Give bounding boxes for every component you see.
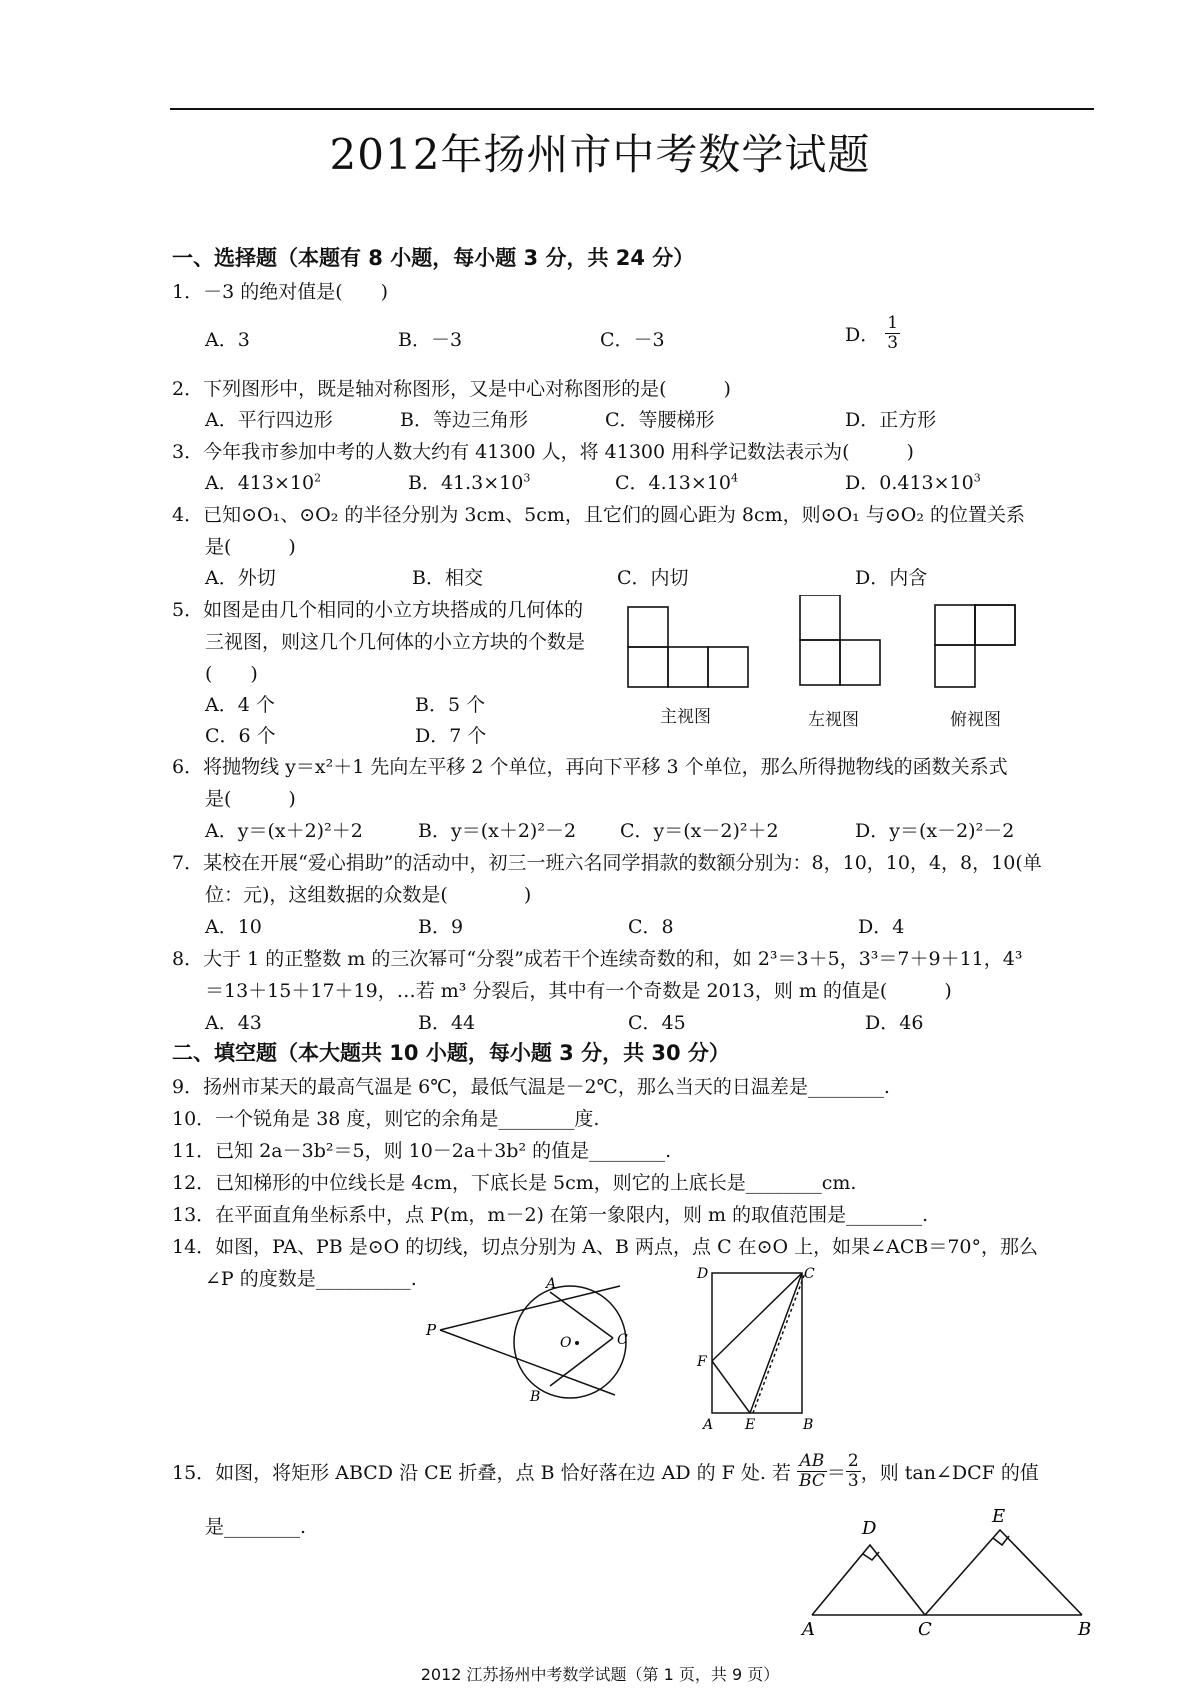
- q8-option-b: B．44: [418, 1012, 476, 1034]
- section-heading-fill: 二、填空题（本大题共 10 小题，每小题 3 分，共 30 分）: [172, 1041, 730, 1065]
- q5-option-b: B．5 个: [415, 694, 486, 716]
- center-point: [575, 1341, 579, 1345]
- left-view-cube: [800, 640, 840, 685]
- q1-option-d: D． $\frac{1}{3}$: [845, 313, 899, 353]
- q4-stem-cont: 是( ): [205, 536, 296, 558]
- label-e: E: [745, 1417, 756, 1430]
- page-title: 2012年扬州市中考数学试题: [329, 130, 871, 179]
- q4-stem: 4．已知⊙O₁、⊙O₂ 的半径分别为 3cm、5cm，且它们的圆心距为 8cm，则⊙O₁ 与⊙O₂ 的位置关系: [172, 504, 1025, 526]
- q7-option-a: A．10: [205, 916, 262, 938]
- segment-fe: [712, 1361, 750, 1413]
- page-footer: 2012 江苏扬州中考数学试题（第 1 页，共 9 页）: [420, 1665, 780, 1684]
- q4-option-c: C．内切: [617, 567, 689, 589]
- label-d: D: [697, 1266, 709, 1282]
- tangent-pb: [440, 1330, 615, 1395]
- top-view-extra: [1015, 605, 1065, 655]
- q6-stem-cont: 是( ): [205, 788, 296, 810]
- label-a: A: [546, 1276, 557, 1292]
- segment-dashed: [753, 1273, 805, 1413]
- q5-stem-cont: 三视图，则这几个几何体的小立方块的个数是: [205, 631, 586, 653]
- q6-option-a: A．y＝(x＋2)²＋2: [205, 820, 363, 842]
- q15-fraction-2-3: $\frac{2}{3}$: [847, 1451, 859, 1491]
- q2-option-b: B．等边三角形: [400, 409, 528, 431]
- q15-stem-cont: 是________.: [205, 1516, 307, 1538]
- q9-stem: 9．扬州市某天的最高气温是 6℃，最低气温是－2℃，那么当天的日温差是________.: [172, 1076, 890, 1098]
- segment-ce: [750, 1273, 802, 1413]
- q7-stem-cont: 位：元)，这组数据的众数是( ): [205, 884, 532, 906]
- front-view-cube: [628, 647, 668, 687]
- chord-ac: [550, 1292, 613, 1338]
- top-rule: [170, 108, 1094, 110]
- label-f: F: [697, 1354, 707, 1370]
- front-view-cube: [708, 647, 748, 687]
- q1-option-a: A．3: [205, 329, 250, 351]
- q7-option-b: B．9: [418, 916, 464, 938]
- front-view-cube: [628, 607, 668, 647]
- q6-option-c: C．y＝(x－2)²＋2: [620, 820, 779, 842]
- q8-stem: 8．大于 1 的正整数 m 的三次幂可“分裂”成若干个连续奇数的和，如 2³＝3＋5，3³＝7＋9＋11，4³: [172, 948, 1023, 970]
- left-view-label: 左视图: [808, 710, 859, 730]
- label-c: C: [804, 1266, 815, 1282]
- q8-stem-cont: ＝13＋15＋17＋19，…若 m³ 分裂后，其中有一个奇数是 2013，则 m 的值是( ): [205, 980, 952, 1002]
- label-b: B: [1078, 1619, 1092, 1640]
- label-c: C: [918, 1619, 932, 1640]
- q15-fraction-ab-bc: $\frac{AB}{BC}$: [799, 1451, 825, 1491]
- folded-rectangle-figure: [695, 1258, 825, 1430]
- q5-option-c: C．6 个: [205, 725, 276, 747]
- q6-option-b: B．y＝(x＋2)²－2: [418, 820, 577, 842]
- q8-option-d: D．46: [865, 1012, 924, 1034]
- q11-stem: 11．已知 2a－3b²＝5，则 10－2a＋3b² 的值是________.: [172, 1140, 672, 1162]
- q5-option-d: D．7 个: [415, 725, 487, 747]
- left-view-cube: [840, 640, 880, 685]
- q15-stem: 15．如图，将矩形 ABCD 沿 CE 折叠，点 B 恰好落在边 AD 的 F 处. 若 $\frac{AB}{BC}$ ＝ $\frac{2}{3}$ ，则 tan∠DCF 的值: [172, 1451, 1039, 1491]
- triangle-acd: [812, 1545, 925, 1615]
- top-view-cube: [935, 605, 975, 645]
- label-d: D: [862, 1518, 877, 1539]
- q6-stem: 6．将抛物线 y＝x²＋1 先向左平移 2 个单位，再向下平移 3 个单位，那么所得抛物线的函数关系式: [172, 756, 1008, 778]
- top-view-cube: [935, 645, 975, 687]
- q3-option-c: C．$4.13\times 10^4$: [615, 471, 738, 494]
- q3-option-b: B．$41.3\times 10^3$: [408, 471, 531, 494]
- top-view-label: 俯视图: [950, 710, 1001, 730]
- q7-stem: 7．某校在开展“爱心捐助”的活动中，初三一班六名同学捐款的数额分别为：8，10，10，4，8，10(单: [172, 852, 1042, 874]
- q2-option-d: D．正方形: [845, 409, 937, 431]
- label-a: A: [802, 1619, 815, 1640]
- q2-stem: 2．下列图形中，既是轴对称图形，又是中心对称图形的是( ): [172, 378, 731, 400]
- q5-stem: 5．如图是由几个相同的小立方块搭成的几何体的: [172, 599, 584, 621]
- tangent-circle-figure: [420, 1270, 650, 1415]
- q12-stem: 12．已知梯形的中位线长是 4cm，下底长是 5cm，则它的上底长是________cm.: [172, 1172, 857, 1194]
- front-view-label: 主视图: [660, 707, 711, 727]
- top-view-cube: [975, 605, 1015, 645]
- q14-stem-cont: ∠P 的度数是__________.: [205, 1268, 417, 1290]
- label-c: C: [617, 1332, 628, 1348]
- q6-option-d: D．y＝(x－2)²－2: [855, 820, 1015, 842]
- q5-stem-cont2: ( ): [205, 663, 258, 685]
- label-p: P: [426, 1321, 437, 1339]
- front-view-cube: [668, 647, 708, 687]
- two-triangles-figure: [800, 1490, 1100, 1640]
- q1-option-b: B．－3: [398, 329, 463, 351]
- q4-option-a: A．外切: [205, 567, 276, 589]
- q4-option-b: B．相交: [412, 567, 483, 589]
- q13-stem: 13．在平面直角坐标系中，点 P(m，m－2) 在第一象限内，则 m 的取值范围是________.: [172, 1204, 929, 1226]
- left-view-cube: [800, 595, 840, 640]
- q2-option-a: A．平行四边形: [205, 409, 333, 431]
- label-a: A: [703, 1417, 714, 1430]
- label-b: B: [530, 1389, 541, 1405]
- q14-stem: 14．如图，PA、PB 是⊙O 的切线，切点分别为 A、B 两点，点 C 在⊙O 上，如果∠ACB＝70°，那么: [172, 1236, 1038, 1258]
- q5-option-a: A．4 个: [205, 694, 275, 716]
- q2-option-c: C．等腰梯形: [605, 409, 715, 431]
- q8-option-a: A．43: [205, 1012, 262, 1034]
- section-heading-choice: 一、选择题（本题有 8 小题，每小题 3 分，共 24 分）: [172, 246, 695, 270]
- q4-option-d: D．内含: [855, 567, 928, 589]
- q7-option-c: C．8: [628, 916, 674, 938]
- q3-option-a: A．$413\times 10^2$: [205, 471, 322, 494]
- label-e: E: [992, 1506, 1006, 1527]
- q8-option-c: C．45: [628, 1012, 686, 1034]
- q3-option-d: D．$0.413\times 10^3$: [845, 471, 981, 494]
- q1-option-c: C．－3: [600, 329, 665, 351]
- q7-option-d: D．4: [858, 916, 905, 938]
- q10-stem: 10．一个锐角是 38 度，则它的余角是________度.: [172, 1108, 600, 1130]
- q1-stem: 1．－3 的绝对值是( ): [172, 281, 389, 303]
- label-b: B: [803, 1417, 814, 1430]
- q3-stem: 3．今年我市参加中考的人数大约有 41300 人，将 41300 用科学记数法表示为( ): [172, 441, 914, 463]
- label-o: O: [560, 1335, 572, 1351]
